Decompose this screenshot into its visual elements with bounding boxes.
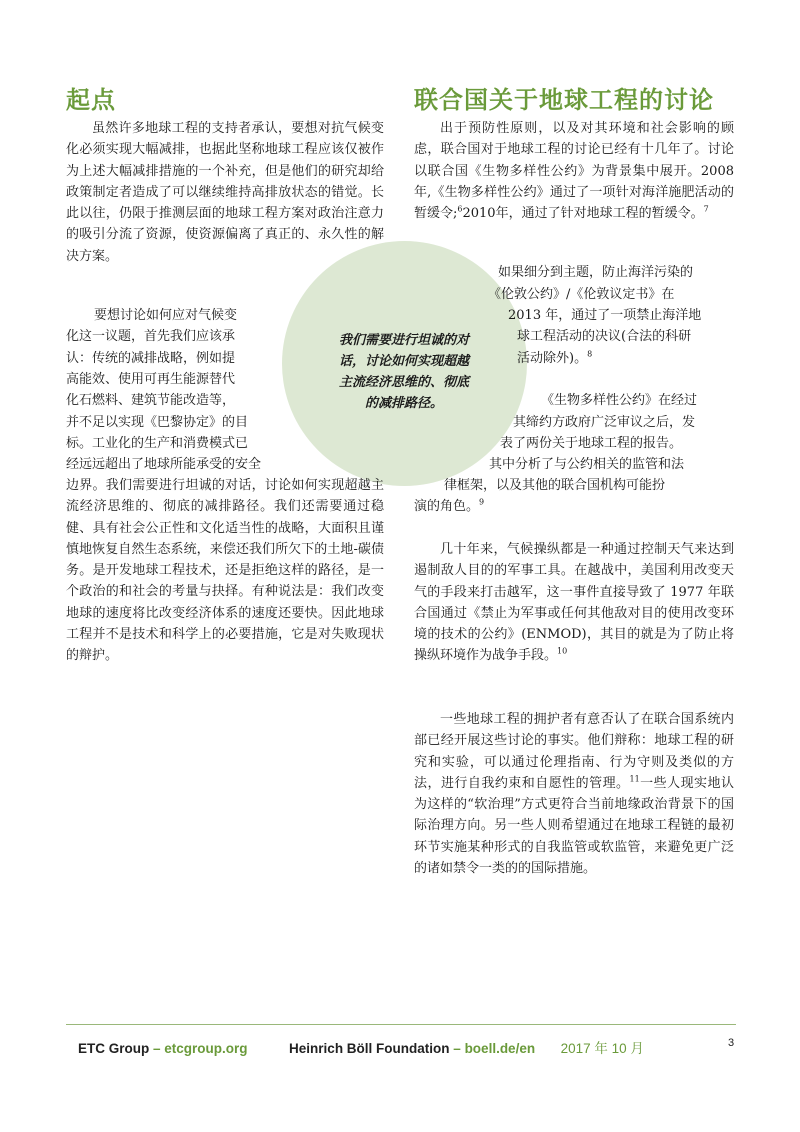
right-p3-line-text: 演的角色。 — [414, 499, 480, 514]
left-p2-rest: 边界。我们需要进行坦诚的对话，讨论如何实现超越主流经济思维的、彻底的减排路径。我们还需要通过稳健、具有社会公正性和文化适当性的战略，大面积且谨慎地恢复自然生态系统，来偿还我们所欠下的土地-碳债务。是开发地球工程技术，还是拒绝这样的路径，是一个政治的和社会的考量与抉择。有种说法是：我们改变地球的速度将比改变经济体系的速度还要快。因此地球工程并不是技术和科学上的必要措施，它是对失败现状的辩护。 — [66, 478, 384, 664]
footer-sep: – — [449, 1041, 465, 1056]
left-p2-line: 化这一议题，首先我们应该承 — [66, 329, 236, 344]
right-paragraph-4 — [414, 539, 734, 667]
right-paragraph-5 — [414, 709, 734, 879]
left-p2-line: 高能效、使用可再生能源替代 — [66, 372, 236, 387]
footer-date: 2017 年 10 月 — [560, 1041, 644, 1056]
right-p1-end: 2010年，通过了针对地球工程的暂缓令。 — [462, 206, 704, 222]
section-heading-start: 起点 — [66, 86, 116, 114]
left-p2-line: 认：传统的减排战略，例如提 — [66, 351, 236, 366]
footnote-ref: 11 — [629, 774, 640, 784]
left-p2-line: 并不足以实现《巴黎协定》的目 — [66, 415, 249, 430]
right-paragraph-1 — [414, 118, 734, 224]
pull-quote-text: 我们需要进行坦诚的对话，讨论如何实现超越主流经济思维的、彻底的减排路径。 — [338, 333, 469, 411]
footer-hbf-name: Heinrich Böll Foundation — [289, 1041, 450, 1056]
footnote-ref: 8 — [587, 349, 593, 359]
footer-divider — [66, 1024, 736, 1025]
footnote-ref: 9 — [479, 497, 485, 507]
right-p3-line — [414, 496, 484, 517]
right-p3-line: 其中分析了与公约相关的监管和法 — [489, 457, 685, 472]
footnote-ref: 6 — [457, 204, 463, 214]
footnote-ref: 7 — [703, 204, 709, 214]
right-p2-line: 《伦敦公约》/《伦敦议定书》在 — [488, 287, 675, 302]
left-p2-line: 化石燃料、建筑节能改造等， — [66, 393, 236, 408]
footer — [78, 1037, 738, 1057]
section-heading-un: 联合国关于地球工程的讨论 — [414, 86, 714, 114]
right-p2-line: 2013 年，通过了一项禁止海洋地 — [508, 308, 702, 323]
footer-etc-link[interactable]: etcgroup.org — [164, 1041, 248, 1056]
footnote-ref: 10 — [557, 647, 568, 657]
right-p2-line-text: 活动除外)。 — [517, 351, 588, 366]
right-p5-text: 一些地球工程的拥护者有意否认了在联合国系统内部已经开展这些讨论的事实。他们辩称：地球工程的研究和实验，可以通过伦理指南、行为守则及类似的方法，进行自我约束和自愿性的管理。 — [414, 712, 734, 791]
left-p2-line: 要想讨论如何应对气候变 — [94, 308, 238, 323]
left-paragraph-1: 虽然许多地球工程的支持者承认，要想对抗气候变化必须实现大幅减排，也据此坚称地球工程应该仅被作为上述大幅减排措施的一个补充，但是他们的研究却给政策制定者造成了可以继续维持高排放状态的错觉。长此以往，仍限于推测层面的地球工程方案对政治注意力的吸引分流了资源，使资源偏离了真正的、永久性的解决方案。 — [66, 121, 384, 264]
right-p3-line: 《生物多样性公约》在经过 — [541, 393, 698, 408]
left-p2-line: 标。工业化的生产和消费模式已 — [66, 436, 249, 451]
left-p2-line: 经远远超出了地球所能承受的安全 — [66, 457, 262, 472]
page-number: 3 — [728, 1037, 735, 1049]
right-p2-line: 球工程活动的决议(合法的科研 — [517, 329, 692, 344]
right-p1-text: 出于预防性原则，以及对其环境和社会影响的顾虑，联合国对于地球工程的讨论已经有十几年了。讨论以联合国《生物多样性公约》为背景集中展开。2008年,《生物多样性公约》通过了一项针对海洋施肥活动的暂缓令; — [414, 121, 734, 222]
footer-sep: – — [149, 1041, 165, 1056]
right-p5-end: 一些人现实地认为这样的“软治理”方式更符合当前地缘政治背景下的国际治理方向。另一些人则希望通过在地球工程链的最初环节实施某种形式的自我监管或软监管，来避免更广泛的诸如禁令一类的的国际措施。 — [414, 775, 734, 877]
right-p2-line: 如果细分到主题，防止海洋污染的 — [498, 265, 694, 280]
right-p3-line: 律框架，以及其他的联合国机构可能扮 — [444, 478, 666, 493]
footer-etc-name: ETC Group — [78, 1041, 150, 1056]
right-p3-line: 其缔约方政府广泛审议之后，发 — [513, 415, 696, 430]
right-p4-text: 几十年来，气候操纵都是一种通过控制天气来达到遏制敌人目的的军事工具。在越战中，美国利用改变天气的手段来打击越军，这一事件直接导致了 1977 年联合国通过《禁止为军事或任何其他敌对目的使用改变环境的技术的公约》(ENMOD)，其目的就是为了防止将操纵环境作为战争手段。 — [414, 542, 734, 664]
footer-hbf-link[interactable]: boell.de/en — [464, 1041, 536, 1056]
right-p3-line: 表了两份关于地球工程的报告。 — [500, 436, 683, 451]
right-p2-line — [517, 348, 592, 369]
